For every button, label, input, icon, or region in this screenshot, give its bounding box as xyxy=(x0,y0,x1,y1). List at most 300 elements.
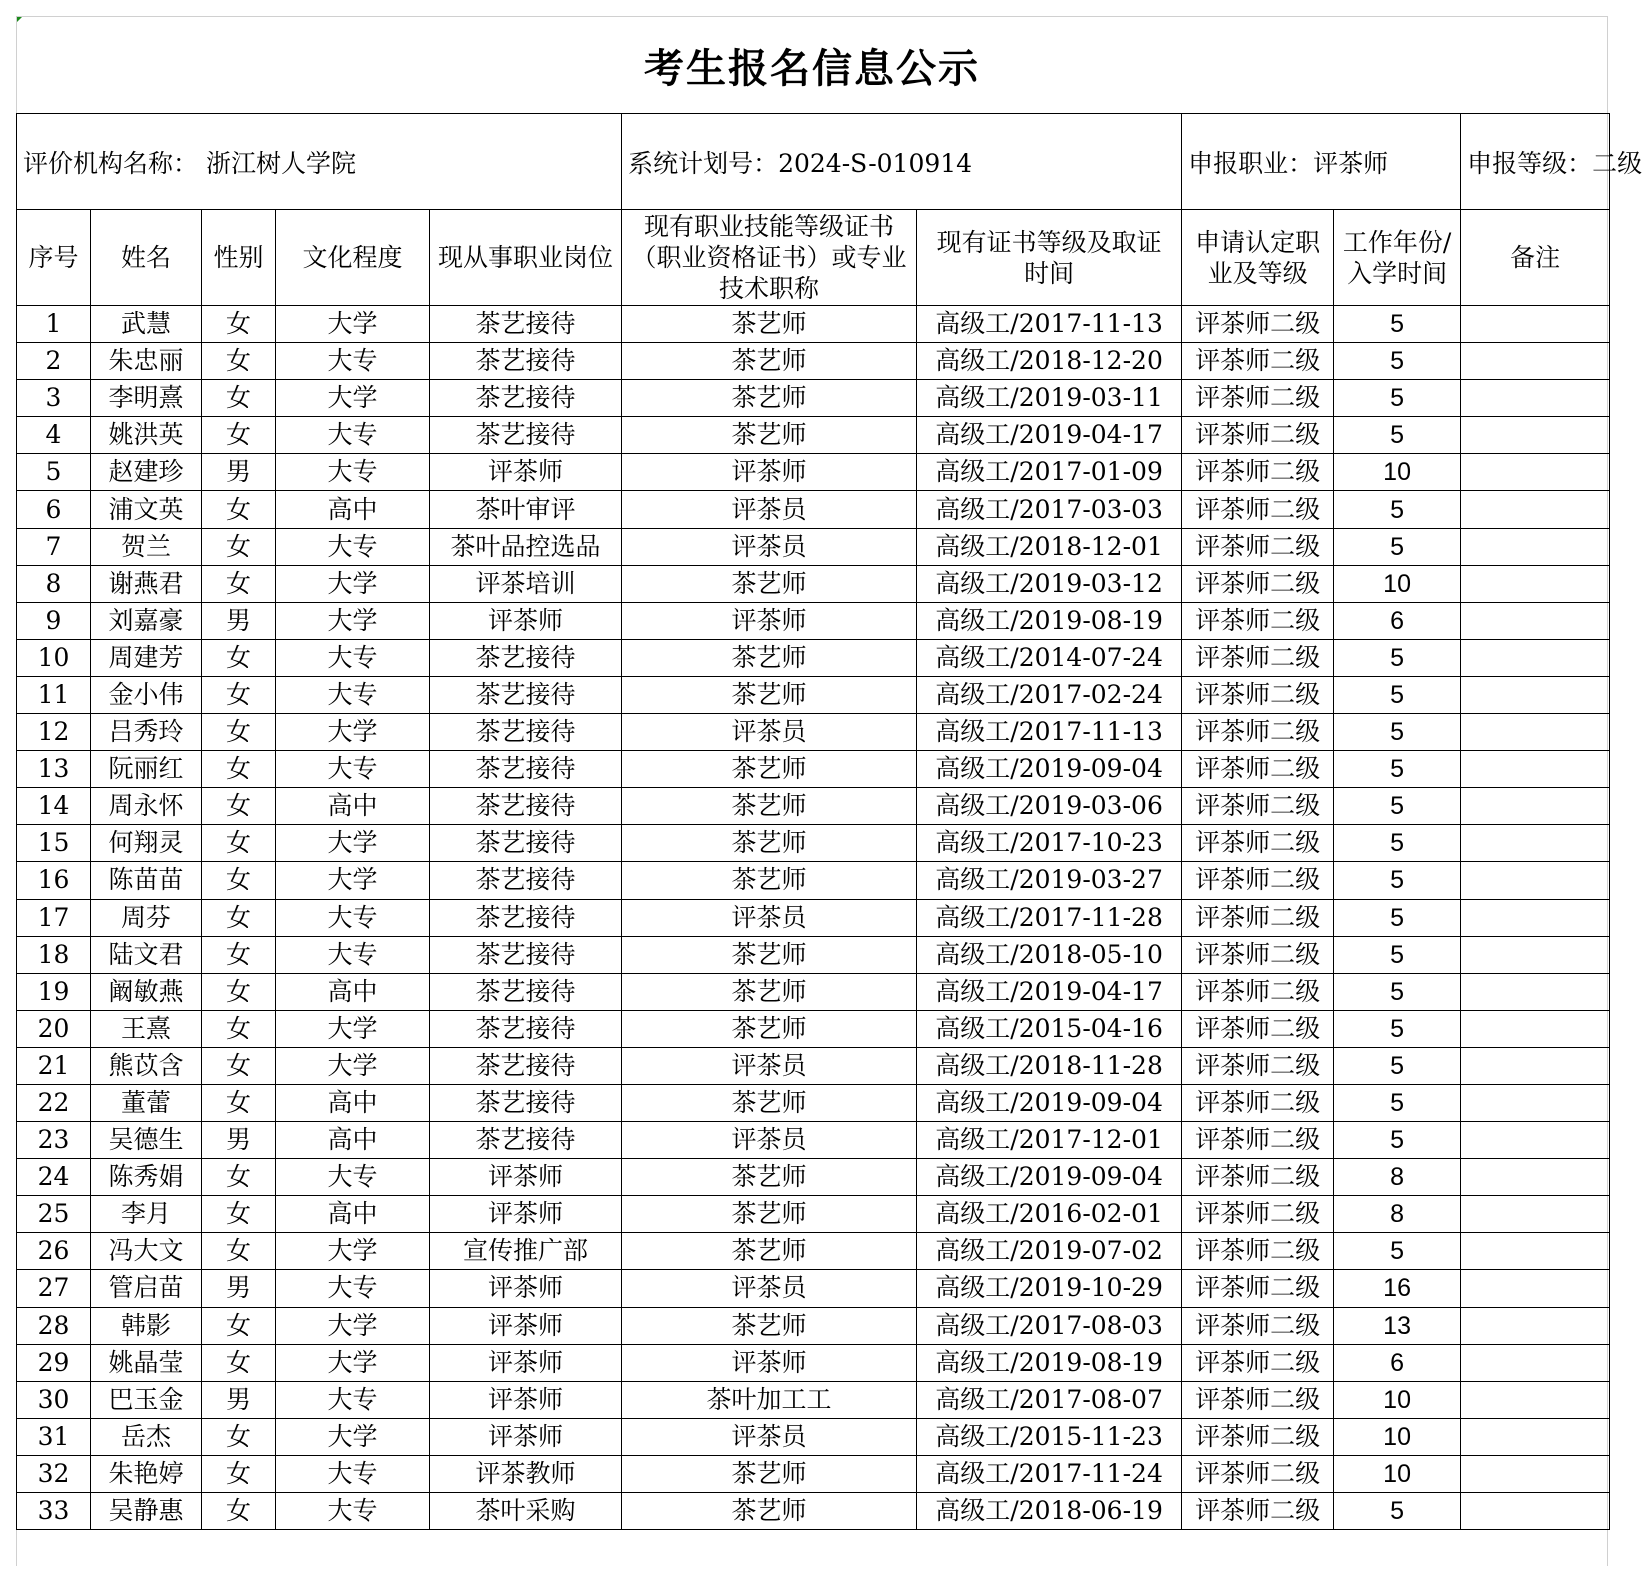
col-header: 现有证书等级及取证时间 xyxy=(917,210,1182,306)
work-years-cell: 5 xyxy=(1334,417,1461,454)
work-years-cell: 5 xyxy=(1334,491,1461,528)
applied-level-cell: 评茶师二级 xyxy=(1182,565,1334,602)
name-cell: 姚洪英 xyxy=(91,417,202,454)
remarks-cell xyxy=(1461,417,1610,454)
seq-cell: 3 xyxy=(17,380,91,417)
position-cell: 茶叶审评 xyxy=(430,491,622,528)
applied-level-cell: 评茶师二级 xyxy=(1182,788,1334,825)
name-cell: 王熹 xyxy=(91,1010,202,1047)
table-row xyxy=(17,1122,1610,1159)
certificate-cell: 茶艺师 xyxy=(622,565,917,602)
data-rows xyxy=(17,306,1610,1530)
name-cell: 周建芳 xyxy=(91,639,202,676)
seq-cell: 26 xyxy=(17,1233,91,1270)
table-row xyxy=(17,825,1610,862)
work-years-cell: 5 xyxy=(1334,343,1461,380)
table-row xyxy=(17,714,1610,751)
remarks-cell xyxy=(1461,1047,1610,1084)
certificate-cell: 评茶员 xyxy=(622,714,917,751)
certificate-cell: 茶艺师 xyxy=(622,1084,917,1121)
position-cell: 评茶师 xyxy=(430,1196,622,1233)
seq-cell: 13 xyxy=(17,751,91,788)
table-row xyxy=(17,1455,1610,1492)
applied-level-cell: 评茶师二级 xyxy=(1182,602,1334,639)
name-cell: 周永怀 xyxy=(91,788,202,825)
education-cell: 大学 xyxy=(276,380,430,417)
remarks-cell xyxy=(1461,639,1610,676)
table-row xyxy=(17,1307,1610,1344)
remarks-cell xyxy=(1461,1122,1610,1159)
certificate-cell: 茶艺师 xyxy=(622,343,917,380)
certificate-cell: 评茶师 xyxy=(622,602,917,639)
name-cell: 李明熹 xyxy=(91,380,202,417)
name-cell: 谢燕君 xyxy=(91,565,202,602)
applied-level-cell: 评茶师二级 xyxy=(1182,714,1334,751)
name-cell: 陈秀娟 xyxy=(91,1159,202,1196)
education-cell: 大学 xyxy=(276,1307,430,1344)
education-cell: 高中 xyxy=(276,491,430,528)
name-cell: 周芬 xyxy=(91,899,202,936)
work-years-cell: 5 xyxy=(1334,306,1461,343)
gender-cell: 男 xyxy=(202,1381,276,1418)
education-cell: 大学 xyxy=(276,306,430,343)
position-cell: 评茶师 xyxy=(430,602,622,639)
remarks-cell xyxy=(1461,1418,1610,1455)
gender-cell: 男 xyxy=(202,1122,276,1159)
work-years-cell: 10 xyxy=(1334,1381,1461,1418)
table-row xyxy=(17,454,1610,491)
work-years-cell: 5 xyxy=(1334,1010,1461,1047)
cert-level-date-cell: 高级工/2019-10-29 xyxy=(917,1270,1182,1307)
position-cell: 评茶师 xyxy=(430,1418,622,1455)
gender-cell: 女 xyxy=(202,1344,276,1381)
applied-level-cell: 评茶师二级 xyxy=(1182,1233,1334,1270)
education-cell: 大学 xyxy=(276,1418,430,1455)
remarks-cell xyxy=(1461,714,1610,751)
seq-cell: 23 xyxy=(17,1122,91,1159)
education-cell: 大学 xyxy=(276,565,430,602)
seq-cell: 4 xyxy=(17,417,91,454)
gender-cell: 女 xyxy=(202,825,276,862)
col-header: 性别 xyxy=(202,210,276,306)
table-row xyxy=(17,306,1610,343)
certificate-cell: 茶艺师 xyxy=(622,1233,917,1270)
table-row xyxy=(17,936,1610,973)
remarks-cell xyxy=(1461,788,1610,825)
education-cell: 大专 xyxy=(276,454,430,491)
gender-cell: 女 xyxy=(202,751,276,788)
work-years-cell: 5 xyxy=(1334,936,1461,973)
gender-cell: 女 xyxy=(202,1493,276,1530)
applied-level-cell: 评茶师二级 xyxy=(1182,1270,1334,1307)
seq-cell: 32 xyxy=(17,1455,91,1492)
education-cell: 大专 xyxy=(276,1159,430,1196)
seq-cell: 7 xyxy=(17,528,91,565)
gender-cell: 女 xyxy=(202,899,276,936)
seq-cell: 12 xyxy=(17,714,91,751)
work-years-cell: 13 xyxy=(1334,1307,1461,1344)
table-row xyxy=(17,491,1610,528)
applied-level-cell: 评茶师二级 xyxy=(1182,825,1334,862)
seq-cell: 14 xyxy=(17,788,91,825)
name-cell: 朱忠丽 xyxy=(91,343,202,380)
work-years-cell: 10 xyxy=(1334,1418,1461,1455)
applied-level-cell: 评茶师二级 xyxy=(1182,1159,1334,1196)
table-row xyxy=(17,602,1610,639)
position-cell: 评茶师 xyxy=(430,1344,622,1381)
seq-cell: 1 xyxy=(17,306,91,343)
position-cell: 宣传推广部 xyxy=(430,1233,622,1270)
certificate-cell: 茶叶加工工 xyxy=(622,1381,917,1418)
name-cell: 吕秀玲 xyxy=(91,714,202,751)
gender-cell: 女 xyxy=(202,380,276,417)
work-years-cell: 8 xyxy=(1334,1196,1461,1233)
applied-level-cell: 评茶师二级 xyxy=(1182,454,1334,491)
seq-cell: 10 xyxy=(17,639,91,676)
education-cell: 大专 xyxy=(276,639,430,676)
applied-level-cell: 评茶师二级 xyxy=(1182,1047,1334,1084)
remarks-cell xyxy=(1461,936,1610,973)
work-years-cell: 5 xyxy=(1334,788,1461,825)
remarks-cell xyxy=(1461,1307,1610,1344)
name-cell: 陆文君 xyxy=(91,936,202,973)
table-row xyxy=(17,1493,1610,1530)
cert-level-date-cell: 高级工/2018-11-28 xyxy=(917,1047,1182,1084)
level-label: 申报等级： xyxy=(1467,148,1593,178)
table-row xyxy=(17,862,1610,899)
position-cell: 茶艺接待 xyxy=(430,343,622,380)
applied-level-cell: 评茶师二级 xyxy=(1182,973,1334,1010)
plan-label: 系统计划号： xyxy=(628,148,779,178)
seq-cell: 27 xyxy=(17,1270,91,1307)
name-cell: 吴静惠 xyxy=(91,1493,202,1530)
page-title: 考生报名信息公示 xyxy=(644,44,980,92)
certificate-cell: 评茶员 xyxy=(622,491,917,528)
work-years-cell: 10 xyxy=(1334,454,1461,491)
job-value: 评茶师 xyxy=(1313,148,1389,178)
applied-level-cell: 评茶师二级 xyxy=(1182,1122,1334,1159)
certificate-cell: 茶艺师 xyxy=(622,825,917,862)
info-row xyxy=(17,114,1610,210)
remarks-cell xyxy=(1461,1381,1610,1418)
gender-cell: 女 xyxy=(202,1307,276,1344)
applied-level-cell: 评茶师二级 xyxy=(1182,862,1334,899)
position-cell: 茶艺接待 xyxy=(430,1047,622,1084)
table-row xyxy=(17,1270,1610,1307)
certificate-cell: 评茶员 xyxy=(622,1418,917,1455)
position-cell: 茶艺接待 xyxy=(430,751,622,788)
certificate-cell: 茶艺师 xyxy=(622,788,917,825)
org-info xyxy=(17,114,622,210)
education-cell: 大专 xyxy=(276,1270,430,1307)
level-value: 二级 xyxy=(1592,148,1642,178)
certificate-cell: 茶艺师 xyxy=(622,1010,917,1047)
certificate-cell: 茶艺师 xyxy=(622,1196,917,1233)
remarks-cell xyxy=(1461,899,1610,936)
applied-level-cell: 评茶师二级 xyxy=(1182,380,1334,417)
table-row xyxy=(17,528,1610,565)
name-cell: 董蕾 xyxy=(91,1084,202,1121)
applied-level-cell: 评茶师二级 xyxy=(1182,491,1334,528)
position-cell: 茶艺接待 xyxy=(430,714,622,751)
work-years-cell: 10 xyxy=(1334,1455,1461,1492)
table-row xyxy=(17,788,1610,825)
education-cell: 高中 xyxy=(276,1196,430,1233)
cert-level-date-cell: 高级工/2019-09-04 xyxy=(917,1084,1182,1121)
gender-cell: 男 xyxy=(202,454,276,491)
name-cell: 熊苡含 xyxy=(91,1047,202,1084)
seq-cell: 17 xyxy=(17,899,91,936)
gender-cell: 女 xyxy=(202,1010,276,1047)
cert-level-date-cell: 高级工/2017-11-13 xyxy=(917,714,1182,751)
cert-level-date-cell: 高级工/2019-08-19 xyxy=(917,602,1182,639)
applied-level-cell: 评茶师二级 xyxy=(1182,1196,1334,1233)
certificate-cell: 茶艺师 xyxy=(622,417,917,454)
remarks-cell xyxy=(1461,454,1610,491)
table-row xyxy=(17,899,1610,936)
position-cell: 茶艺接待 xyxy=(430,788,622,825)
seq-cell: 16 xyxy=(17,862,91,899)
applied-level-cell: 评茶师二级 xyxy=(1182,1010,1334,1047)
name-cell: 阮丽红 xyxy=(91,751,202,788)
work-years-cell: 5 xyxy=(1334,528,1461,565)
remarks-cell xyxy=(1461,1270,1610,1307)
education-cell: 高中 xyxy=(276,1084,430,1121)
certificate-cell: 茶艺师 xyxy=(622,936,917,973)
col-header: 备注 xyxy=(1461,210,1610,306)
position-cell: 茶艺接待 xyxy=(430,1084,622,1121)
remarks-cell xyxy=(1461,380,1610,417)
position-cell: 茶艺接待 xyxy=(430,1010,622,1047)
applied-level-cell: 评茶师二级 xyxy=(1182,676,1334,713)
applied-level-cell: 评茶师二级 xyxy=(1182,936,1334,973)
seq-cell: 21 xyxy=(17,1047,91,1084)
cert-level-date-cell: 高级工/2019-03-11 xyxy=(917,380,1182,417)
gender-cell: 男 xyxy=(202,602,276,639)
position-cell: 茶艺接待 xyxy=(430,936,622,973)
name-cell: 赵建珍 xyxy=(91,454,202,491)
certificate-cell: 茶艺师 xyxy=(622,751,917,788)
col-header: 工作年份/入学时间 xyxy=(1334,210,1461,306)
cert-level-date-cell: 高级工/2017-10-23 xyxy=(917,825,1182,862)
certificate-cell: 茶艺师 xyxy=(622,306,917,343)
col-header: 申请认定职业及等级 xyxy=(1182,210,1334,306)
name-cell: 朱艳婷 xyxy=(91,1455,202,1492)
level-info xyxy=(1461,114,1642,210)
work-years-cell: 5 xyxy=(1334,1493,1461,1530)
certificate-cell: 评茶师 xyxy=(622,454,917,491)
cert-level-date-cell: 高级工/2018-06-19 xyxy=(917,1493,1182,1530)
gender-cell: 女 xyxy=(202,1455,276,1492)
position-cell: 茶艺接待 xyxy=(430,676,622,713)
table-row xyxy=(17,1233,1610,1270)
registration-table xyxy=(16,113,1642,1530)
work-years-cell: 5 xyxy=(1334,751,1461,788)
remarks-cell xyxy=(1461,1159,1610,1196)
remarks-cell xyxy=(1461,343,1610,380)
position-cell: 评茶师 xyxy=(430,1381,622,1418)
remarks-cell xyxy=(1461,491,1610,528)
position-cell: 评茶师 xyxy=(430,1159,622,1196)
cert-level-date-cell: 高级工/2017-02-24 xyxy=(917,676,1182,713)
position-cell: 茶艺接待 xyxy=(430,380,622,417)
certificate-cell: 茶艺师 xyxy=(622,676,917,713)
position-cell: 茶艺接待 xyxy=(430,639,622,676)
name-cell: 刘嘉豪 xyxy=(91,602,202,639)
table-row xyxy=(17,417,1610,454)
gender-cell: 女 xyxy=(202,788,276,825)
position-cell: 评茶教师 xyxy=(430,1455,622,1492)
cert-level-date-cell: 高级工/2018-05-10 xyxy=(917,936,1182,973)
seq-cell: 19 xyxy=(17,973,91,1010)
remarks-cell xyxy=(1461,565,1610,602)
work-years-cell: 8 xyxy=(1334,1159,1461,1196)
work-years-cell: 6 xyxy=(1334,602,1461,639)
applied-level-cell: 评茶师二级 xyxy=(1182,1493,1334,1530)
work-years-cell: 5 xyxy=(1334,380,1461,417)
name-cell: 管启苗 xyxy=(91,1270,202,1307)
education-cell: 大专 xyxy=(276,751,430,788)
name-cell: 浦文英 xyxy=(91,491,202,528)
table-row xyxy=(17,1010,1610,1047)
work-years-cell: 5 xyxy=(1334,825,1461,862)
remarks-cell xyxy=(1461,528,1610,565)
position-cell: 茶叶采购 xyxy=(430,1493,622,1530)
gender-cell: 女 xyxy=(202,1196,276,1233)
certificate-cell: 茶艺师 xyxy=(622,1493,917,1530)
remarks-cell xyxy=(1461,1493,1610,1530)
position-cell: 茶叶品控选品 xyxy=(430,528,622,565)
gender-cell: 女 xyxy=(202,973,276,1010)
education-cell: 大专 xyxy=(276,1493,430,1530)
education-cell: 大学 xyxy=(276,1344,430,1381)
certificate-cell: 茶艺师 xyxy=(622,380,917,417)
gender-cell: 女 xyxy=(202,639,276,676)
work-years-cell: 5 xyxy=(1334,676,1461,713)
name-cell: 冯大文 xyxy=(91,1233,202,1270)
org-label: 评价机构名称： xyxy=(23,148,199,178)
seq-cell: 15 xyxy=(17,825,91,862)
work-years-cell: 6 xyxy=(1334,1344,1461,1381)
education-cell: 大专 xyxy=(276,899,430,936)
table-row xyxy=(17,1418,1610,1455)
applied-level-cell: 评茶师二级 xyxy=(1182,343,1334,380)
seq-cell: 6 xyxy=(17,491,91,528)
remarks-cell xyxy=(1461,1196,1610,1233)
applied-level-cell: 评茶师二级 xyxy=(1182,528,1334,565)
education-cell: 高中 xyxy=(276,788,430,825)
table-row xyxy=(17,973,1610,1010)
seq-cell: 20 xyxy=(17,1010,91,1047)
name-cell: 巴玉金 xyxy=(91,1381,202,1418)
cert-level-date-cell: 高级工/2017-08-07 xyxy=(917,1381,1182,1418)
certificate-cell: 茶艺师 xyxy=(622,1455,917,1492)
col-header: 现从事职业岗位 xyxy=(430,210,622,306)
remarks-cell xyxy=(1461,825,1610,862)
table-row xyxy=(17,380,1610,417)
cert-level-date-cell: 高级工/2017-08-03 xyxy=(917,1307,1182,1344)
applied-level-cell: 评茶师二级 xyxy=(1182,417,1334,454)
work-years-cell: 5 xyxy=(1334,1233,1461,1270)
cert-level-date-cell: 高级工/2019-09-04 xyxy=(917,751,1182,788)
seq-cell: 22 xyxy=(17,1084,91,1121)
applied-level-cell: 评茶师二级 xyxy=(1182,1344,1334,1381)
certificate-cell: 评茶员 xyxy=(622,1122,917,1159)
gender-cell: 女 xyxy=(202,528,276,565)
gender-cell: 女 xyxy=(202,936,276,973)
name-cell: 岳杰 xyxy=(91,1418,202,1455)
education-cell: 大学 xyxy=(276,602,430,639)
cert-level-date-cell: 高级工/2019-03-06 xyxy=(917,788,1182,825)
seq-cell: 9 xyxy=(17,602,91,639)
education-cell: 高中 xyxy=(276,973,430,1010)
gender-cell: 女 xyxy=(202,1233,276,1270)
position-cell: 茶艺接待 xyxy=(430,825,622,862)
remarks-cell xyxy=(1461,1010,1610,1047)
name-cell: 武慧 xyxy=(91,306,202,343)
cert-level-date-cell: 高级工/2017-11-13 xyxy=(917,306,1182,343)
work-years-cell: 16 xyxy=(1334,1270,1461,1307)
gender-cell: 女 xyxy=(202,862,276,899)
gender-cell: 女 xyxy=(202,306,276,343)
job-label: 申报职业： xyxy=(1188,148,1314,178)
table-row xyxy=(17,639,1610,676)
remarks-cell xyxy=(1461,751,1610,788)
position-cell: 茶艺接待 xyxy=(430,862,622,899)
gender-cell: 女 xyxy=(202,676,276,713)
remarks-cell xyxy=(1461,306,1610,343)
applied-level-cell: 评茶师二级 xyxy=(1182,1455,1334,1492)
name-cell: 阚敏燕 xyxy=(91,973,202,1010)
table-row xyxy=(17,1159,1610,1196)
cert-level-date-cell: 高级工/2016-02-01 xyxy=(917,1196,1182,1233)
gender-cell: 女 xyxy=(202,1159,276,1196)
work-years-cell: 5 xyxy=(1334,714,1461,751)
education-cell: 大学 xyxy=(276,825,430,862)
table-row xyxy=(17,1381,1610,1418)
name-cell: 韩影 xyxy=(91,1307,202,1344)
cert-level-date-cell: 高级工/2019-03-12 xyxy=(917,565,1182,602)
cert-level-date-cell: 高级工/2019-09-04 xyxy=(917,1159,1182,1196)
cert-level-date-cell: 高级工/2015-11-23 xyxy=(917,1418,1182,1455)
education-cell: 大专 xyxy=(276,1455,430,1492)
cert-level-date-cell: 高级工/2019-07-02 xyxy=(917,1233,1182,1270)
col-header: 现有职业技能等级证书（职业资格证书）或专业技术职称 xyxy=(622,210,917,306)
remarks-cell xyxy=(1461,973,1610,1010)
seq-cell: 25 xyxy=(17,1196,91,1233)
remarks-cell xyxy=(1461,862,1610,899)
seq-cell: 11 xyxy=(17,676,91,713)
table-row xyxy=(17,1084,1610,1121)
name-cell: 金小伟 xyxy=(91,676,202,713)
gender-cell: 女 xyxy=(202,1084,276,1121)
cert-level-date-cell: 高级工/2017-11-28 xyxy=(917,899,1182,936)
work-years-cell: 5 xyxy=(1334,1122,1461,1159)
applied-level-cell: 评茶师二级 xyxy=(1182,306,1334,343)
education-cell: 大专 xyxy=(276,676,430,713)
gender-cell: 女 xyxy=(202,491,276,528)
certificate-cell: 评茶员 xyxy=(622,1270,917,1307)
certificate-cell: 评茶员 xyxy=(622,1047,917,1084)
name-cell: 陈苗苗 xyxy=(91,862,202,899)
table-row xyxy=(17,676,1610,713)
position-cell: 茶艺接待 xyxy=(430,417,622,454)
gender-cell: 女 xyxy=(202,417,276,454)
position-cell: 茶艺接待 xyxy=(430,973,622,1010)
seq-cell: 5 xyxy=(17,454,91,491)
work-years-cell: 5 xyxy=(1334,862,1461,899)
gender-cell: 女 xyxy=(202,714,276,751)
